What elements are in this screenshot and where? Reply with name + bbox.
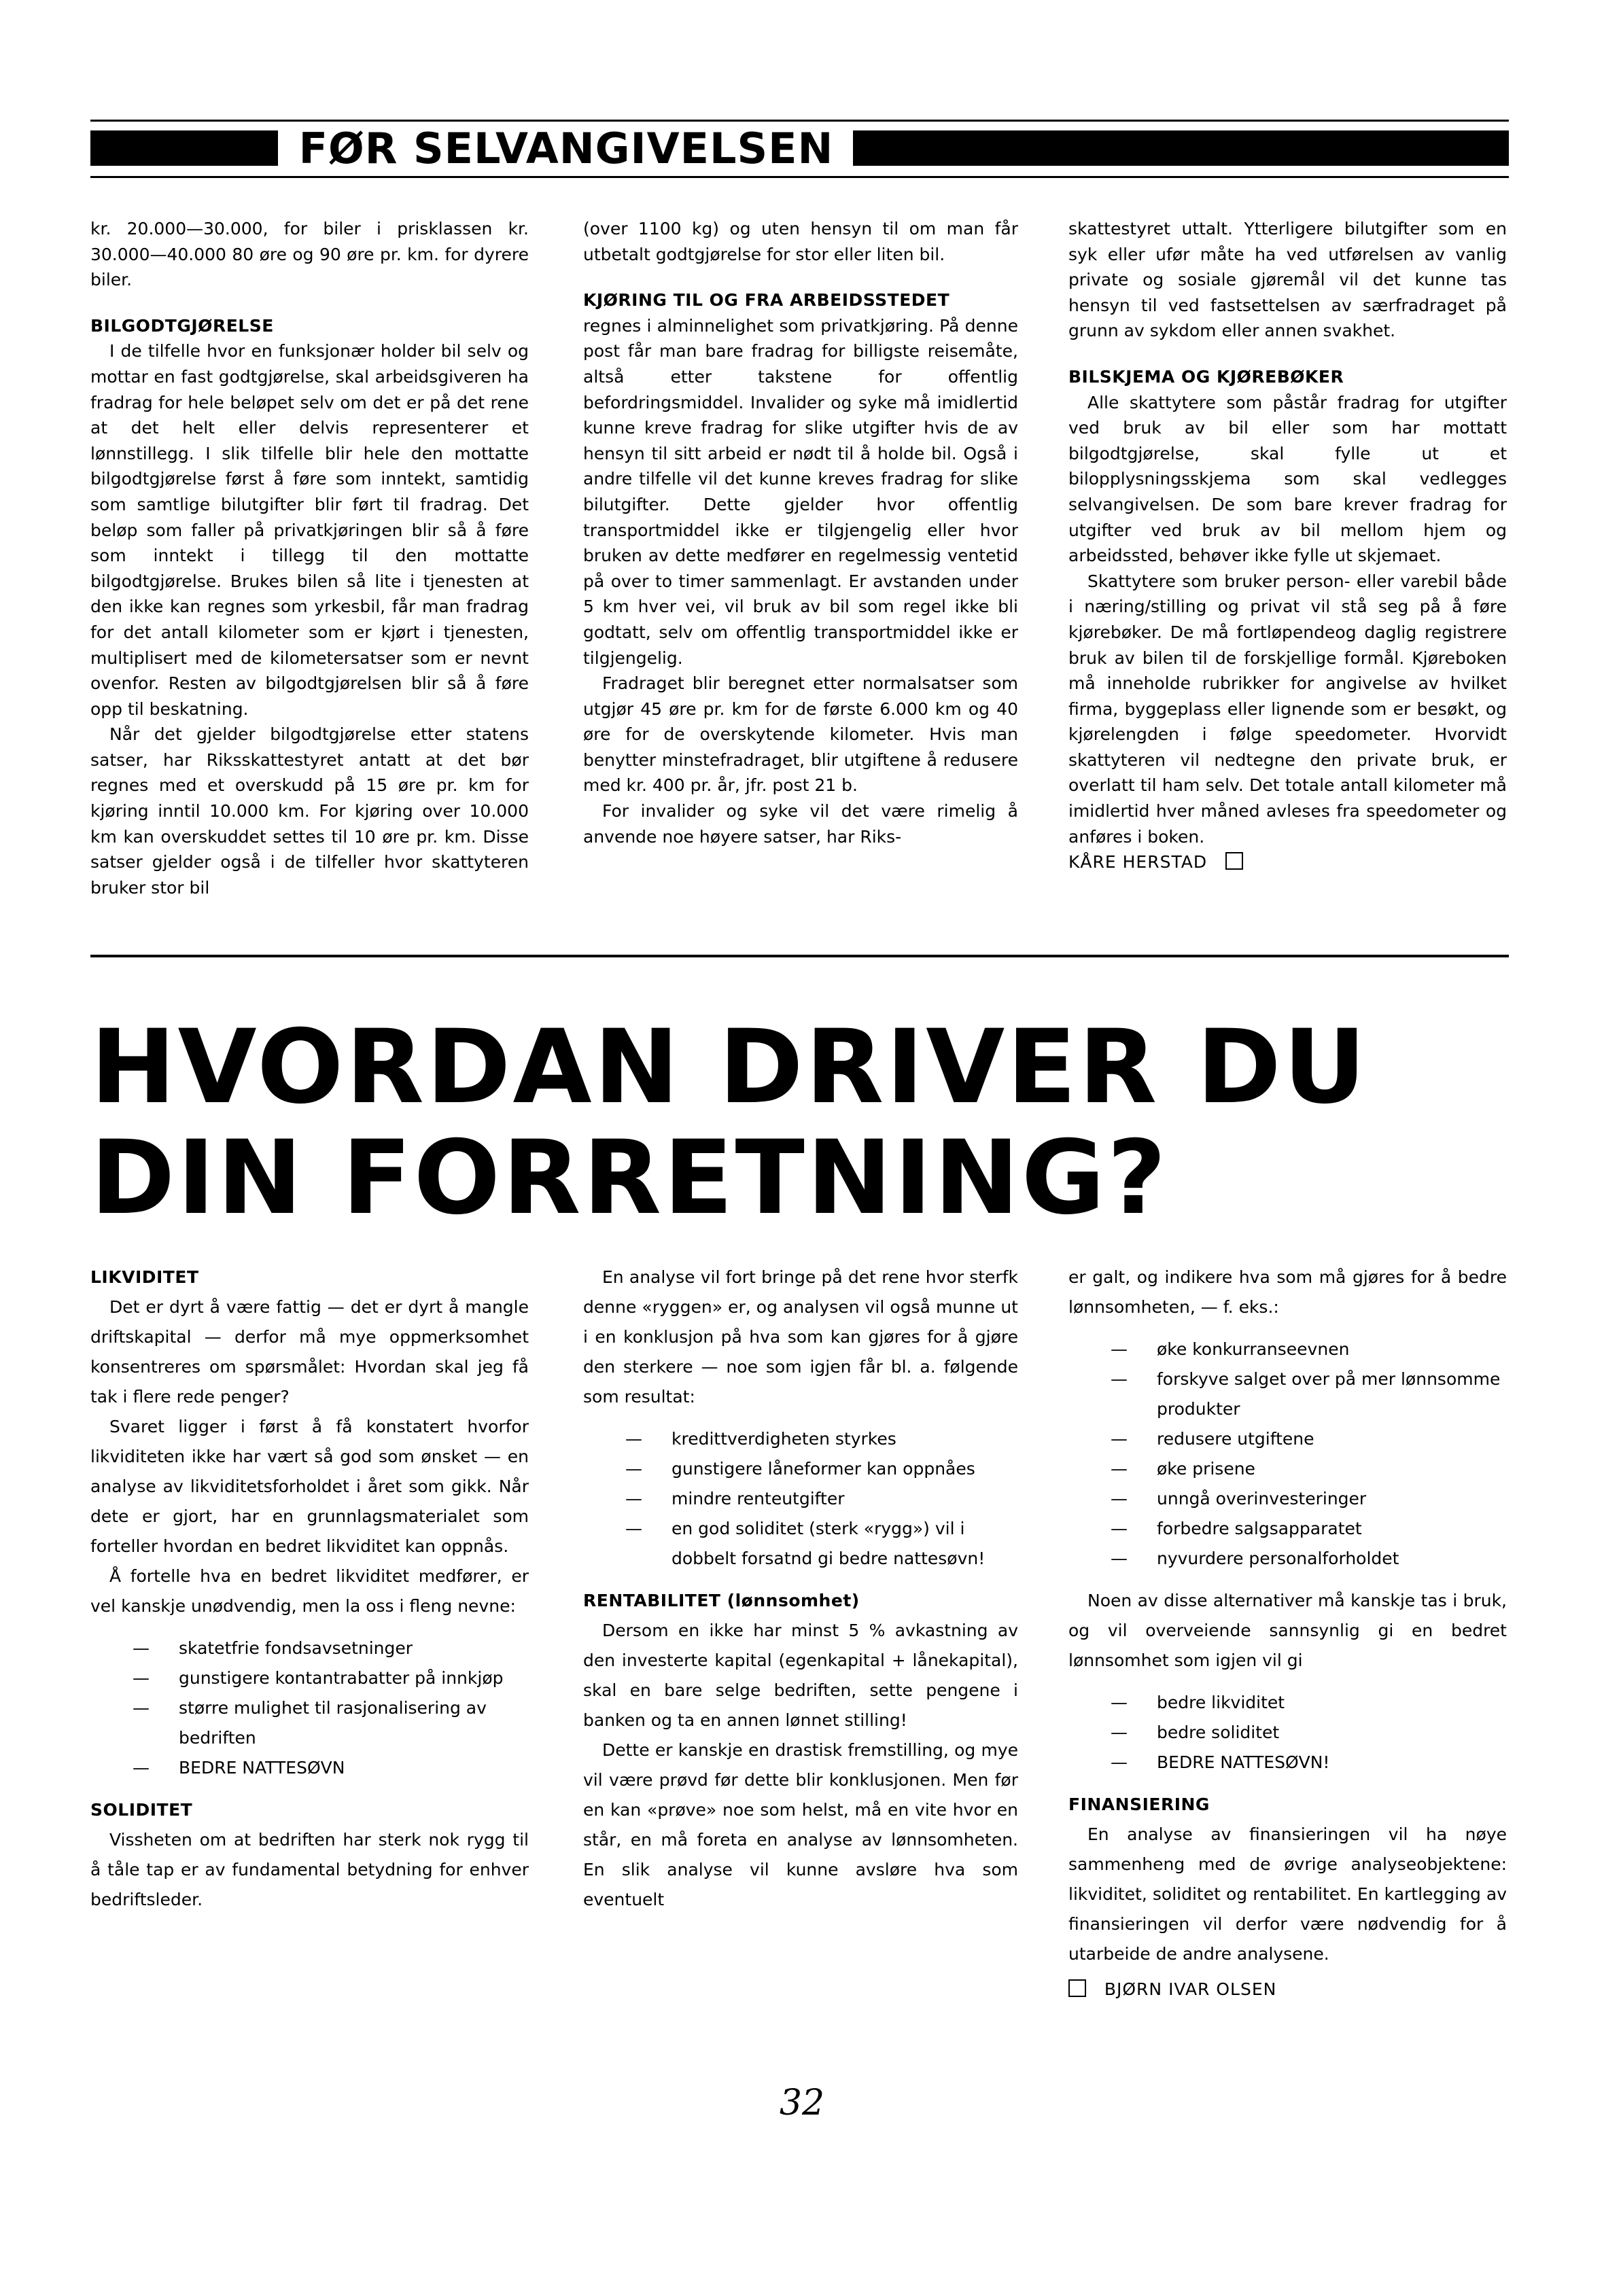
list-item: — nyvurdere personalforholdet (1068, 1544, 1507, 1574)
paragraph: Dette er kanskje en drastisk fremstilling, og mye vil være prøvd før dette blir konklusjonen. Men før en kan «prøve» noe som helst, må en vite hvor en står, en må foreta en analyse av lønnsomheten. En slik analyse vil kunne avsløre hva som eventuelt (583, 1740, 1018, 1909)
list-item: — skatetfrie fondsavsetninger (90, 1633, 529, 1663)
list-item: — gunstigere låneformer kan oppnåes (583, 1454, 1018, 1484)
list-item: — forbedre salgsapparatet (1068, 1514, 1507, 1544)
paragraph: Det er dyrt å være fattig — det er dyrt å mangle driftskapital — derfor må mye oppmerksomhet konsentreres om spørsmålet: Hvordan skal jeg få tak i flere rede penger? (90, 1297, 529, 1407)
list-item: — unngå overinvesteringer (1068, 1484, 1507, 1514)
headline-line-1: HVORDAN DRIVER DU (90, 1008, 1368, 1127)
list-item: — mindre renteutgifter (583, 1484, 1018, 1514)
author-signature: BJØRN IVAR OLSEN (1068, 1975, 1507, 2004)
paragraph: kr. 20.000—30.000, for biler i prisklassen kr. 30.000—40.000 80 øre og 90 øre pr. km. for dyrere biler. (90, 219, 529, 290)
subheading-finansiering: FINANSIERING (1068, 1795, 1210, 1814)
improvement-list (1068, 1335, 1507, 1574)
section-title: FØR SELVANGIVELSEN (298, 124, 834, 173)
paragraph: Å fortelle hva en bedret likviditet medfører, er vel kanskje unødvendig, men la oss i fleng nevne: (90, 1566, 529, 1616)
list-item: — øke konkurranseevnen (1068, 1335, 1507, 1364)
paragraph: (over 1100 kg) og uten hensyn til om man får utbetalt godtgjørelse for stor eller liten bil. (583, 219, 1018, 264)
paragraph: Alle skattytere som påstår fradrag for utgifter ved bruk av bil eller som har mottatt bilgodtgjørelse, skal fylle ut et bilopplysningsskjema som skal vedlegges selvangivelsen. De som bare krever fradrag for utgifter ved bruk av bil mellom hjem og arbeidssted, behøver ikke fylle ut skjemaet. (1068, 392, 1507, 566)
paragraph: er galt, og indikere hva som må gjøres for å bedre lønnsomheten, — f. eks.: (1068, 1267, 1507, 1317)
subheading-bilgodtgjorelse: BILGODTGJØRELSE (90, 315, 274, 336)
bottom-column-2 (583, 1262, 1018, 1915)
subheading-likviditet: LIKVIDITET (90, 1267, 199, 1287)
subheading-kjoring: KJØRING TIL OG FRA ARBEIDSSTEDET (583, 290, 950, 311)
paragraph: skattestyret uttalt. Ytterligere bilutgifter som en syk eller ufør måte ha ved utførelsen av vanlig private og sosiale gjøremål vil det kunne tas hensyn til ved fastsettelsen av særfradraget på grunn av sykdom eller annen svakhet. (1068, 219, 1507, 341)
subheading-bilskjema: BILSKJEMA OG KJØREBØKER (1068, 366, 1344, 387)
page-number: 32 (779, 2083, 825, 2123)
list-item: — øke prisene (1068, 1454, 1507, 1484)
header-rule-top (90, 120, 1509, 122)
paragraph: For invalider og syke vil det være rimelig å anvende noe høyere satser, har Riks- (583, 801, 1018, 847)
paragraph: Fradraget blir beregnet etter normalsatser som utgjør 45 øre pr. km for de første 6.000 km og 40 øre for de overskytende kilometer. Hvis man benytter minstefradraget, blir utgiftene å redusere med kr. 400 pr. år, jfr. post 21 b. (583, 673, 1018, 796)
paragraph: En analyse av finansieringen vil ha nøye sammenheng med de øvrige analyseobjektene: likviditet, soliditet og rentabilitet. En kartlegging av finansieringen vil derfor være nødvendig for å utarbeide de andre analysene. (1068, 1824, 1507, 1964)
top-column-2 (583, 216, 1018, 849)
section-header (90, 124, 1509, 174)
bottom-column-3 (1068, 1262, 1507, 2004)
paragraph: Skattytere som bruker person- eller varebil både i næring/stilling og privat vil stå seg på å føre kjørebøker. De må fortløpendeog daglig registrere bruk av bilen til de forskjellige formål. Kjøreboken må inneholde rubrikker for angivelse av hvilket firma, byggeplass eller lignende som er besøkt, og kjørelengden i følge speedometer. Hvorvidt skattyteren vil nedtegne den private bruk, er overlatt til ham selv. Det totale antall kilometer må imidlertid hver måned avleses fra speedometer og anføres i boken. (1068, 571, 1507, 847)
list-item: — gunstigere kontantrabatter på innkjøp (90, 1663, 529, 1693)
article-headline (90, 1008, 1518, 1237)
result-list (583, 1424, 1018, 1574)
list-item: — større mulighet til rasjonalisering av bedriften (90, 1693, 529, 1753)
list-item: — bedre soliditet (1068, 1718, 1507, 1748)
paragraph: Når det gjelder bilgodtgjørelse etter statens satser, har Riksskattestyret antatt at det bør regnes med et overskudd på 15 øre pr. km for kjøring inntil 10.000 km. For kjøring over 10.000 km kan overskuddet settes til 10 øre pr. km. Disse satser gjelder også i de tilfeller hvor skattyteren bruker stor bil (90, 724, 529, 898)
headline-line-2: DIN FORRETNING? (90, 1119, 1168, 1237)
author-signature: KÅRE HERSTAD (1068, 849, 1507, 875)
bottom-column-1 (90, 1262, 529, 1915)
list-item: — kredittverdigheten styrkes (583, 1424, 1018, 1454)
paragraph: Noen av disse alternativer må kanskje tas i bruk, og vil overveiende sannsynlig gi en bedret lønnsomhet som igjen vil gi (1068, 1591, 1507, 1670)
outcome-list (1068, 1688, 1507, 1778)
header-bar-right (853, 130, 1509, 166)
benefit-list (90, 1633, 529, 1783)
header-bar-left (90, 130, 278, 166)
list-item: — bedre likviditet (1068, 1688, 1507, 1718)
paragraph: Svaret ligger i først å få konstatert hvorfor likviditeten ikke har vært så god som ønsket — en analyse av likviditetsforholdet i året som gikk. Når dete er gjort, har en grunnlagsmaterialet som forteller hvordan en bedret likviditet kan oppnås. (90, 1417, 529, 1556)
paragraph: I de tilfelle hvor en funksjonær holder bil selv og mottar en fast godtgjørelse, skal arbeidsgiveren ha fradrag for hele beløpet selv om det er på det rene at det helt eller delvis representerer et lønnstillegg. I slik tilfelle blir hele den mottatte bilgodtgjørelse først å føre som inntekt, samtidig som samtlige bilutgifter blir ført til fradrag. Det beløp som faller på privatkjøringen blir så å føre som inntekt i tillegg til den mottatte bilgodtgjørelse. Brukes bilen så lite i tjenesten at den ikke kan regnes som yrkesbil, får man fradrag for det antall kilometer som er kjørt i tjenesten, multiplisert med de kilometersatser som er nevnt ovenfor. Resten av bilgodtgjørelsen blir så å føre opp til beskatning. (90, 341, 529, 719)
article-divider (90, 955, 1509, 957)
list-item: — BEDRE NATTESØVN! (1068, 1748, 1507, 1778)
list-item: — BEDRE NATTESØVN (90, 1753, 529, 1783)
list-item: — redusere utgiftene (1068, 1424, 1507, 1454)
list-item: — en god soliditet (sterk «rygg») vil i dobbelt forsatnd gi bedre nattesøvn! (583, 1514, 1018, 1574)
list-item: — forskyve salget over på mer lønnsomme produkter (1068, 1364, 1507, 1424)
end-mark-icon (1225, 852, 1243, 870)
subheading-soliditet: SOLIDITET (90, 1800, 193, 1820)
paragraph: Dersom en ikke har minst 5 % avkastning av den investerte kapital (egenkapital + lånekapital), skal en bare selge bedriften, sette pengene i banken og ta en annen lønnet stilling! (583, 1621, 1018, 1730)
paragraph: En analyse vil fort bringe på det rene hvor sterfk denne «ryggen» er, og analysen vil også munne ut i en konklusjon på hva som kan gjøres for å gjøre den sterkere — noe som igjen får bl. a. følgende som resultat: (583, 1267, 1018, 1407)
subheading-rentabilitet: RENTABILITET (lønnsomhet) (583, 1591, 860, 1610)
paragraph: Vissheten om at bedriften har sterk nok rygg til å tåle tap er av fundamental betydning for enhver bedriftsleder. (90, 1830, 529, 1909)
top-column-1 (90, 216, 529, 900)
paragraph: regnes i alminnelighet som privatkjøring. På denne post får man bare fradrag for billigste reisemåte, altså etter takstene for offentlig befordringsmiddel. Invalider og syke må imidlertid kunne kreve fradrag for slike utgifter hvis de av hensyn til sitt arbeid er nødt til å holde bil. Også i andre tilfelle vil det kunne kreves fradrag for slike bilutgifter. Dette gjelder hvor offentlig transportmiddel ikke er tilgjengelig eller hvor bruken av dette medfører en regelmessig ventetid på over to timer sammenlagt. Er avstanden under 5 km hver vei, vil bruk av bil som regel ikke bli godtatt, selv om offentlig transportmiddel ikke er tilgjengelig. (583, 315, 1018, 668)
top-column-3 (1068, 216, 1507, 875)
header-rule-bottom (90, 176, 1509, 178)
start-mark-icon (1068, 1979, 1086, 1997)
